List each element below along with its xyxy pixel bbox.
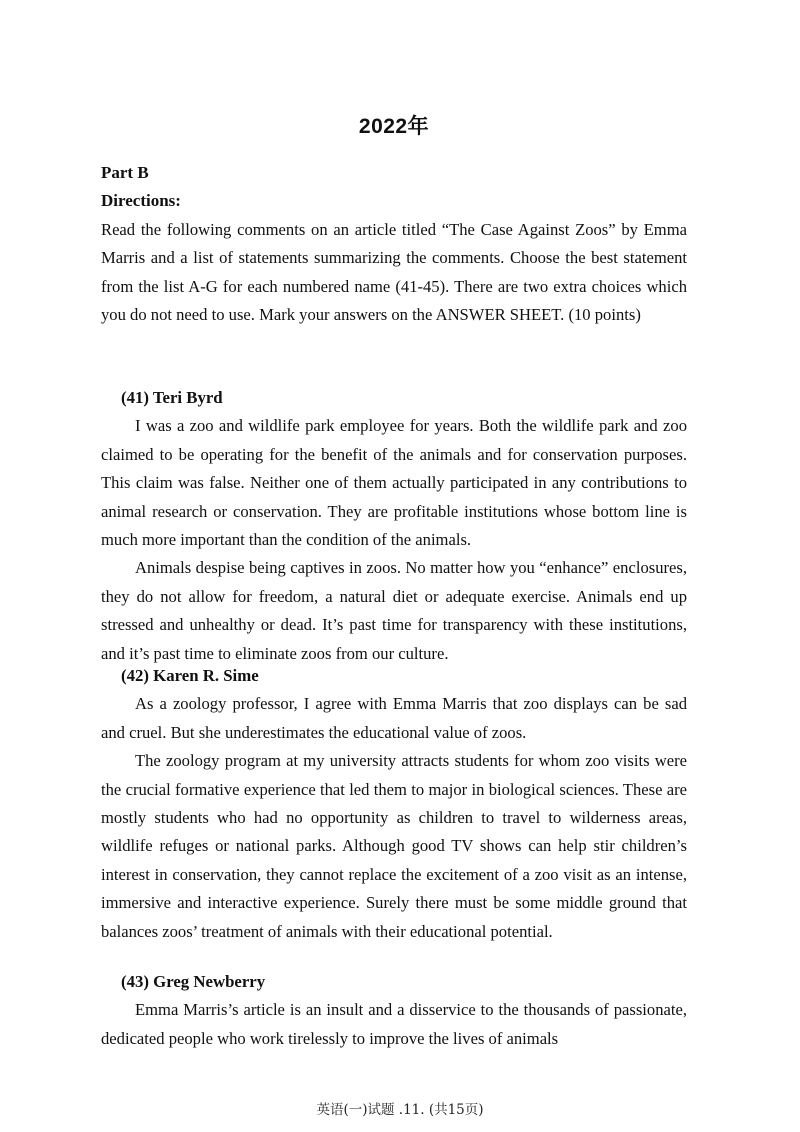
comment-paragraph: Emma Marris’s article is an insult and a disservice to the thousands of passionate, dedicated people who work tirelessly to improve the lives of animals: [101, 1000, 687, 1048]
commenter-name: (43) Greg Newberry: [121, 972, 266, 991]
comment-section-43: [101, 968, 687, 1053]
directions-heading: Directions:: [101, 191, 181, 210]
commenter-name: (41) Teri Byrd: [121, 388, 223, 407]
comment-paragraph: Animals despise being captives in zoos. No matter how you “enhance” enclosures, they do not allow for freedom, a natural diet or adequate exercise. Animals end up stressed and unhealthy or dead. It’s past time for transparency with these institutions, and it’s past time to eliminate zoos from our culture.: [101, 558, 687, 663]
page-title: 2022年: [358, 115, 430, 138]
directions-text: Read the following comments on an article titled “The Case Against Zoos” by Emma Marris and a list of statements summarizing the comments. Choose the best statement from the list A-G for each numbered name (41-45). There are two extra choices which you do not need to use. Mark your answers on the ANSWER SHEET. (10 points): [101, 220, 687, 325]
part-title: Part B: [101, 163, 149, 182]
page-footer: 英语(一)试题 .11. (共15页): [316, 1102, 484, 1118]
commenter-name: (42) Karen R. Sime: [121, 666, 259, 685]
comment-paragraph: The zoology program at my university attracts students for whom zoo visits were the crucial formative experience that led them to major in biological sciences. These are mostly students who had no opportunity as children to travel to wilderness areas, wildlife refuges or national parks. Although good TV shows can help stir children’s interest in conservation, they cannot replace the excitement of a zoo visit as an intense, immersive and interactive experience. Surely there must be some middle ground that balances zoos’ treatment of animals with their educational potential.: [101, 751, 687, 941]
comment-paragraph: As a zoology professor, I agree with Emma Marris that zoo displays can be sad and cruel. But she underestimates the educational value of zoos.: [101, 694, 687, 742]
comment-paragraph: I was a zoo and wildlife park employee for years. Both the wildlife park and zoo claimed to be operating for the benefit of the animals and for conservation purposes. This claim was false. Neither one of them actually participated in any contributions to animal research or conservation. They are profitable institutions whose bottom line is much more important than the condition of the animals.: [101, 416, 687, 550]
comment-section-41: [101, 384, 687, 668]
comment-section-42: [101, 662, 687, 946]
